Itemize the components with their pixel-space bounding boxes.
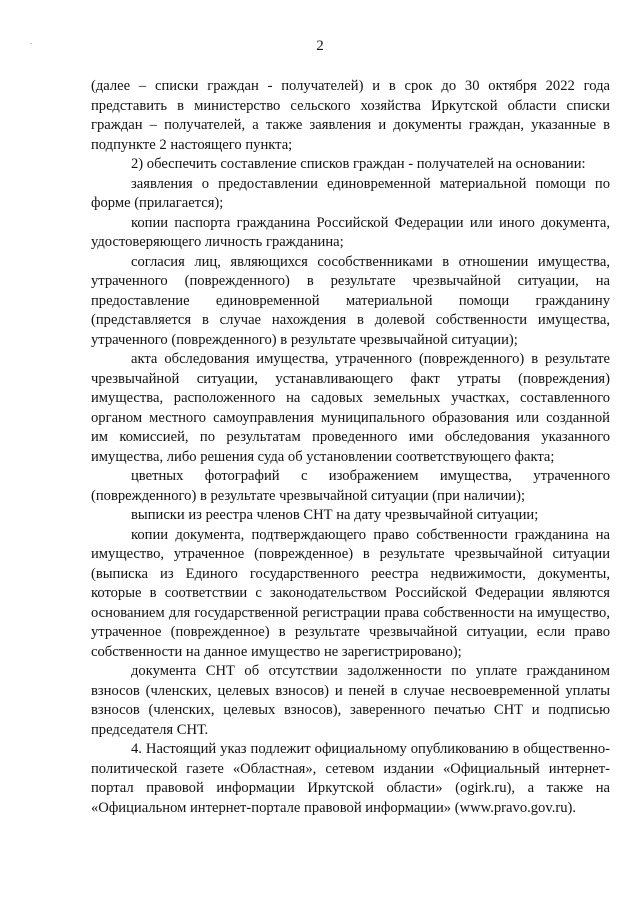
paragraph-inspection-act: акта обследования имущества, утраченного (поврежденного) в результате чрезвычайной ситуации, устанавливающего факт утраты (повреждения) имущества, расположенного на садовых земельных участках, составленного органом местного самоуправления муниципального образования или созданной им комиссией, по результатам проведенного ими обследования указанного имущества, либо решения суда об установлении соответствующего факта; xyxy=(91,351,610,465)
paragraph-color-photos: цветных фотографий с изображением имущества, утраченного (поврежденного) в результате чрезвычайной ситуации (при наличии); xyxy=(91,468,610,504)
document-body xyxy=(91,77,610,818)
paragraph-application: заявления о предоставлении единовременной материальной помощи по форме (прилагается); xyxy=(91,175,610,211)
page-number: 2 xyxy=(316,38,324,54)
paragraph-passport-copy: копии паспорта гражданина Российской Федерации или иного документа, удостоверяющего личность гражданина; xyxy=(91,214,610,250)
paragraph-ownership-document: копии документа, подтверждающего право собственности гражданина на имущество, утраченное (поврежденное) в результате чрезвычайной ситуации (выписка из Единого государственного реестра недвижимости, документы, которые в соответствии с законодательством Российской Федерации являются основанием для государственной регистрации права собственности на имущество, утраченное (поврежденное) в результате чрезвычайной ситуации, если право собственности на данное имущество не зарегистрировано); xyxy=(91,526,610,660)
paragraph-no-debt-document: документа СНТ об отсутствии задолженности по уплате гражданином взносов (членских, целевых взносов) и пеней в случае несвоевременной уплаты взносов (членских, целевых взносов), заверенного печатью СНТ и подписью председателя СНТ. xyxy=(91,663,610,738)
paragraph-subitem-2: 2) обеспечить составление списков граждан - получателей на основании: xyxy=(131,156,586,172)
paragraph-co-owners-consent: согласия лиц, являющихся сособственниками в отношении имущества, утраченного (поврежденного) в результате чрезвычайной ситуации, на предоставление единовременной материальной помощи гражданину (представляется в случае нахождения в долевой собственности имущества, утраченного (поврежденного) в результате чрезвычайной ситуации); xyxy=(91,253,610,348)
paragraph-publication: 4. Настоящий указ подлежит официальному опубликованию в общественно-политической газете «Областная», сетевом издании «Официальный интернет-портал правовой информации Иркутской области» (ogirk.ru), а также на «Официальном интернет-портале правовой информации» (www.pravo.gov.ru). xyxy=(91,741,610,816)
paragraph-members-registry: выписки из реестра членов СНТ на дату чрезвычайной ситуации; xyxy=(131,507,539,523)
paragraph-continuation: (далее – списки граждан - получателей) и в срок до 30 октября 2022 года представить в министерство сельского хозяйства Иркутской области списки граждан – получателей, а также заявления и документы граждан, указанные в подпункте 2 настоящего пункта; xyxy=(91,78,610,153)
